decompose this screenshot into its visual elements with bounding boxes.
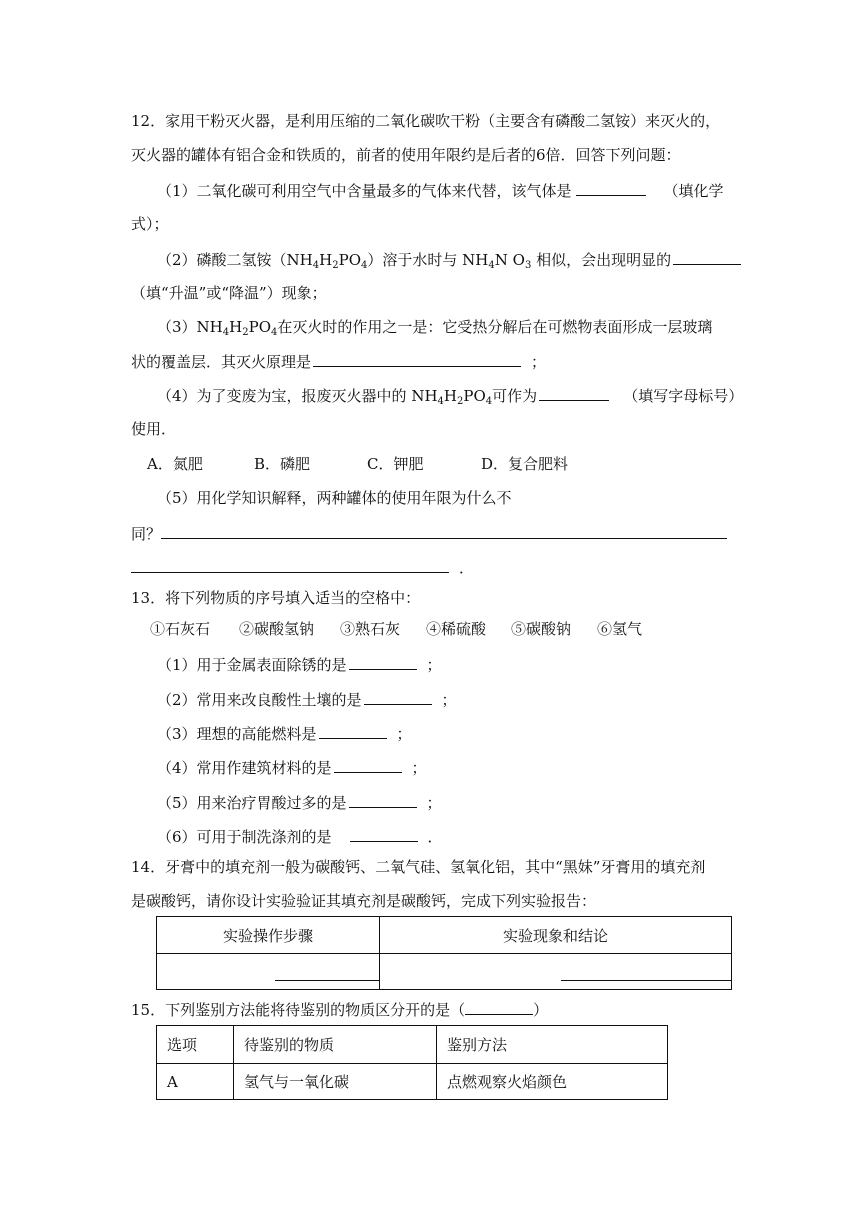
q13-s3-text: （3）理想的高能燃料是 xyxy=(157,725,317,743)
q12-part5-cont xyxy=(131,522,727,545)
q13-item-3: ③熟石灰 xyxy=(340,620,401,638)
q12-part1-hint: （填化学 xyxy=(663,182,724,200)
q15-answer-blank[interactable] xyxy=(465,998,533,1015)
q13-s1-blank[interactable] xyxy=(349,653,417,670)
q12-part2-text3: N O xyxy=(494,251,525,269)
q12-part3-text: 在灭火时的作用之一是：它受热分解后在可燃物表面形成一层玻璃 xyxy=(277,318,713,336)
q12-part4-cont: 使用． xyxy=(131,420,177,438)
q13-s5-semicolon: ； xyxy=(426,794,442,812)
q14-stem-line2: 是碳酸钙，请你设计实验验证其填充剂是碳酸钙，完成下列实验报告： xyxy=(131,892,597,910)
q14-operation-cell[interactable] xyxy=(157,954,380,990)
q12-part3-cont xyxy=(131,350,546,373)
q14-operation-blank[interactable] xyxy=(275,964,379,981)
q13-s5-blank[interactable] xyxy=(349,791,417,808)
q12-part1-text: （1）二氧化碳可利用空气中含量最多的气体来代替，该气体是 xyxy=(157,182,572,200)
q15-options-table xyxy=(156,1025,668,1100)
q15-row-a-option: A xyxy=(157,1064,234,1100)
q12-part2-cont: （填“升温”或“降温”）现象； xyxy=(131,284,327,302)
q13-s4-text: （4）常用作建筑材料的是 xyxy=(157,759,332,777)
q12-option-b[interactable]: B．磷肥 xyxy=(254,455,311,473)
q12-part1 xyxy=(157,179,724,202)
q14-report-table xyxy=(156,916,732,990)
q12-option-c[interactable]: C．钾肥 xyxy=(367,455,424,473)
q12-part5: （5）用化学知识解释，两种罐体的使用年限为什么不 xyxy=(157,489,512,507)
q13-s4-semicolon: ； xyxy=(411,759,427,777)
q13-s6-blank[interactable] xyxy=(350,825,418,842)
q14-result-blank[interactable] xyxy=(561,964,731,981)
q13-s4-blank[interactable] xyxy=(334,756,402,773)
q13-s4 xyxy=(157,756,427,779)
q12-part2-blank[interactable] xyxy=(673,248,741,265)
q12-part5-line2 xyxy=(131,556,474,579)
q14-col-result: 实验现象和结论 xyxy=(380,917,732,954)
q13-stem: 13．将下列物质的序号填入适当的空格中： xyxy=(131,589,421,607)
q14-result-cell[interactable] xyxy=(380,954,732,990)
q13-s6 xyxy=(157,825,443,848)
q12-part1-cont: 式）； xyxy=(131,215,169,233)
q13-item-2: ②碳酸氢钠 xyxy=(239,620,315,638)
q13-s3 xyxy=(157,722,412,745)
q13-s1-semicolon: ； xyxy=(426,656,442,674)
q15-row-a-substances: 氢气与一氧化碳 xyxy=(234,1064,437,1100)
q12-part5-end: ． xyxy=(459,559,475,577)
q12-part4-hint: （填写字母标号） xyxy=(623,387,744,405)
q13-s3-semicolon: ； xyxy=(396,725,412,743)
q14-stem-line1: 14．牙膏中的填充剂一般为碳酸钙、二氧气硅、氢氧化铝，其中“黑妹”牙膏用的填充剂 xyxy=(131,858,706,876)
formula-nh4h2po4: $NH_4H_2PO_4$ xyxy=(286,251,368,271)
q13-item-5: ⑤碳酸钠 xyxy=(511,620,572,638)
q12-part4 xyxy=(157,384,743,407)
q13-s6-text: （6）可用于制洗涤剂的是 xyxy=(157,828,332,846)
q12-part3-semicolon: ； xyxy=(531,353,547,371)
q13-s2 xyxy=(157,688,457,711)
q15-header-option: 选项 xyxy=(157,1026,234,1064)
q12-option-d[interactable]: D．复合肥料 xyxy=(481,455,569,473)
q12-part2-text: （2）磷酸二氢铵（ xyxy=(157,251,287,269)
q15-header-method: 鉴别方法 xyxy=(437,1026,668,1064)
q13-s3-blank[interactable] xyxy=(319,722,387,739)
q13-s1-text: （1）用于金属表面除锈的是 xyxy=(157,656,347,674)
q12-part4-blank[interactable] xyxy=(539,384,609,401)
formula-nh4h2po4: $NH_4H_2PO_4$ xyxy=(196,318,278,338)
q13-item-4: ④稀硫酸 xyxy=(426,620,487,638)
q12-part2: （2）磷酸二氢铵$(NH_4H_2PO_4)$溶于水时与 $NH_4N$ $O_3$ 相似，会出现明显的 xyxy=(157,248,741,271)
q12-part1-blank[interactable] xyxy=(576,179,646,196)
q12-stem-line1: 12．家用干粉灭火器，是利用压缩的二氧化碳吹干粉（主要含有磷酸二氢铵）来灭火的， xyxy=(131,112,721,130)
q13-s6-end: ． xyxy=(427,828,443,846)
q12-option-a[interactable]: A．氮肥 xyxy=(147,455,203,473)
q13-substances xyxy=(150,618,642,640)
q12-part3-number: （3） xyxy=(157,318,197,336)
formula-nh4h2po4: $NH_4H_2PO_4$ xyxy=(411,387,493,407)
q13-s2-semicolon: ； xyxy=(441,691,457,709)
q12-part4-text2: 可作为 xyxy=(492,387,538,405)
q15-stem-text: 15．下列鉴别方法能将待鉴别的物质区分开的是（ xyxy=(131,1001,466,1019)
q15-row-a-method: 点燃观察火焰颜色 xyxy=(437,1064,668,1100)
q13-s1 xyxy=(157,653,442,676)
q15-stem-close: ） xyxy=(533,1001,549,1019)
q12-options xyxy=(147,453,568,475)
q12-part5-text: 同？ xyxy=(131,525,162,543)
q12-stem-line2: 灭火器的罐体有铝合金和铁质的，前者的使用年限约是后者的6倍．回答下列问题： xyxy=(131,146,681,164)
q14-col-operation: 实验操作步骤 xyxy=(157,917,380,954)
table-row xyxy=(157,1064,668,1100)
q12-part3 xyxy=(157,316,712,338)
q12-part2-text2: ）溶于水时与 NH xyxy=(367,251,489,269)
q13-s5-text: （5）用来治疗胃酸过多的是 xyxy=(157,794,347,812)
q15-header-substances: 待鉴别的物质 xyxy=(234,1026,437,1064)
q13-s5 xyxy=(157,791,442,814)
q12-part2-text4: 相似，会出现明显的 xyxy=(531,251,672,269)
q13-item-1: ①石灰石 xyxy=(150,620,211,638)
q12-part4-text: （4）为了变废为宝，报废灭火器中的 xyxy=(157,387,412,405)
q15-stem xyxy=(131,998,548,1021)
q13-item-6: ⑥氢气 xyxy=(597,620,643,638)
q12-part5-blank-1[interactable] xyxy=(161,522,727,539)
q12-part3-text2: 状的覆盖层．其灭火原理是 xyxy=(131,353,312,371)
q13-s2-blank[interactable] xyxy=(364,688,432,705)
q12-part5-blank-2[interactable] xyxy=(131,556,449,573)
q13-s2-text: （2）常用来改良酸性土壤的是 xyxy=(157,691,362,709)
q12-part3-blank[interactable] xyxy=(313,350,521,367)
